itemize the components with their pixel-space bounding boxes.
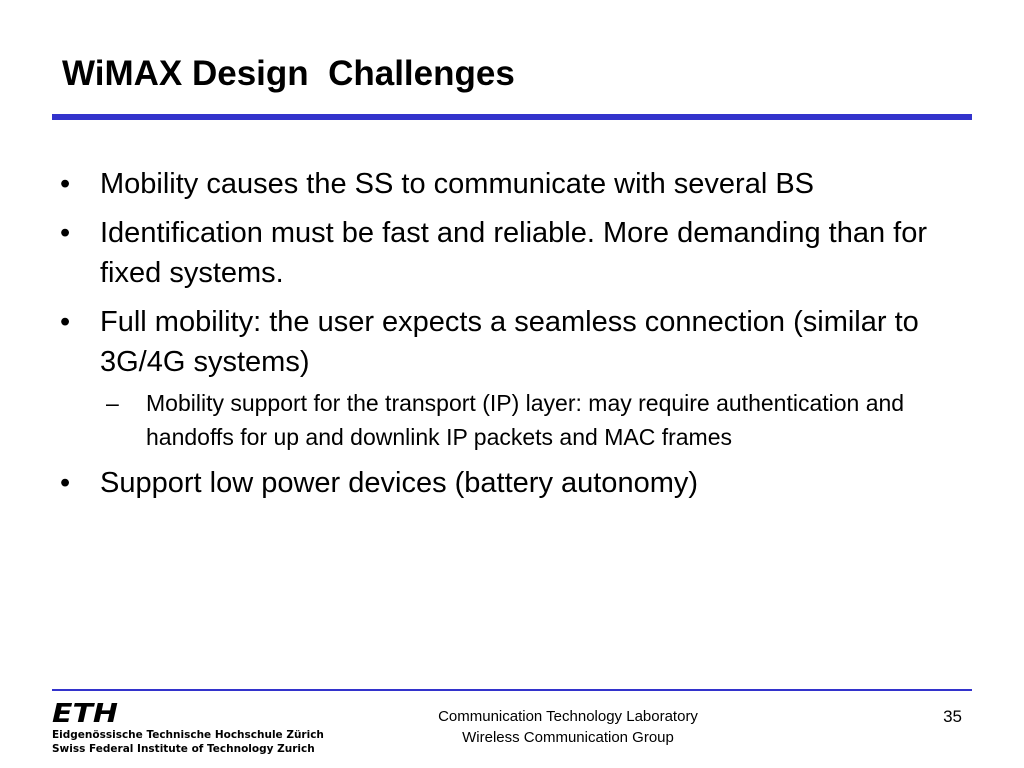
institute-name-en: Swiss Federal Institute of Technology Zurich xyxy=(52,743,315,755)
bullet-text: Identification must be fast and reliable. More demanding than for fixed systems. xyxy=(100,217,927,289)
footer-rule xyxy=(52,689,972,691)
bullet-text: Mobility causes the SS to communicate with several BS xyxy=(100,168,815,200)
bullet-list xyxy=(60,164,960,512)
bullet-item xyxy=(60,463,960,503)
sub-bullet-list xyxy=(106,386,960,454)
bullet-marker: • xyxy=(60,168,71,200)
sub-bullet-marker: – xyxy=(106,390,119,416)
group-name: Wireless Communication Group xyxy=(462,729,674,746)
eth-logo xyxy=(52,700,324,760)
slide-title: WiMAX Design Challenges xyxy=(62,54,515,93)
bullet-item xyxy=(60,164,960,204)
bullet-text: Support low power devices (battery autonomy) xyxy=(100,467,699,499)
sub-bullet-text: Mobility support for the transport (IP) layer: may require authentication and handoffs for up and downlink IP packets and MAC frames xyxy=(146,390,905,450)
eth-wordmark-icon xyxy=(52,700,122,726)
sub-bullet-item xyxy=(106,386,960,454)
page-number: 35 xyxy=(943,707,962,726)
lab-name: Communication Technology Laboratory xyxy=(438,708,698,725)
bullet-marker: • xyxy=(60,467,71,499)
lab-credit xyxy=(368,706,768,748)
institute-name-de: Eidgenössische Technische Hochschule Zürich xyxy=(52,729,324,741)
title-underline xyxy=(52,114,972,120)
bullet-item xyxy=(60,302,960,454)
eth-logo-text: ETH xyxy=(52,700,119,726)
bullet-marker: • xyxy=(60,306,71,338)
bullet-item xyxy=(60,213,960,293)
bullet-marker: • xyxy=(60,217,71,249)
bullet-text: Full mobility: the user expects a seamless connection (similar to 3G/4G systems) xyxy=(100,306,919,378)
